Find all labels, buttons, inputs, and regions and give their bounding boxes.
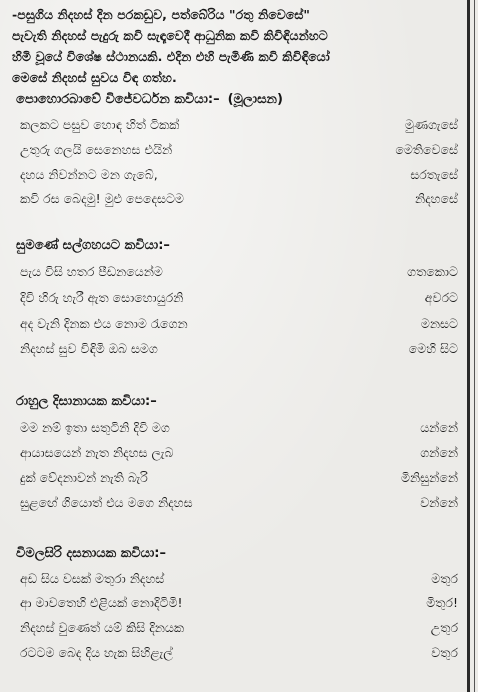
verse-text: අද වැනි දිනක එය නොම රැගෙන xyxy=(20,316,188,331)
rhyme-word: මුණගැසේ xyxy=(405,117,458,132)
poet-name: විමලසිරි දසනායක කවියා:– xyxy=(16,546,166,561)
verse-line xyxy=(0,495,470,517)
verse-line xyxy=(0,290,470,312)
poet-heading xyxy=(16,92,283,107)
verse-text: දිවි හිරු හැරී ඇත සොහොයුරනි xyxy=(20,290,184,305)
rhyme-word: මිතුර! xyxy=(426,595,458,610)
rhyme-word: උතුර xyxy=(430,620,458,635)
verse-line xyxy=(0,117,470,139)
column-rule-thin xyxy=(474,0,475,692)
verse-line xyxy=(0,470,470,492)
verse-text: මම නම් ඉතා සතුටිනි දිවි මග xyxy=(20,420,170,435)
rhyme-word: යන්නේ xyxy=(420,420,458,435)
verse-text: නිදහස් සුව විඳිමි ඔබ සමග xyxy=(20,341,158,356)
rhyme-word: සරතැසේ xyxy=(410,167,458,182)
verse-line xyxy=(0,142,470,164)
verse-line xyxy=(0,620,470,642)
verse-text: ආයාසයෙන් නැත නිදහස ලැබ xyxy=(20,445,174,460)
rhyme-word: ගතකොට xyxy=(407,264,458,279)
intro-line: පැවැති නිදහස් පැදුරු කවි සැඳෑවෙදී ආධුනික කවි කිවිඳියන්හට xyxy=(12,28,328,43)
verse-line xyxy=(0,264,470,286)
rhyme-word: වතුර xyxy=(431,645,458,660)
rhyme-word: මනසට xyxy=(420,316,458,331)
rhyme-word: මිනිසුන්නේ xyxy=(401,470,458,485)
verse-line xyxy=(0,645,470,667)
poet-heading xyxy=(16,394,157,409)
verse-text: අඩ සිය වසක් මතුරා නිදහස් xyxy=(20,571,165,586)
rhyme-word: නිදහසේ xyxy=(414,191,458,206)
intro-line: හිමි වූයේ විශේෂ ස්ථානයකි. එදින එහි පැමිණි කවි කිවිඳියෝ xyxy=(12,49,330,64)
intro-paragraph xyxy=(12,4,462,88)
verse-text: පැය විසි හතර පීඩනයෙන්ම xyxy=(20,264,163,279)
rhyme-word: මෙහි සිට xyxy=(408,341,458,356)
verse-text: දුක් වේදනාවන් නැති බැරි xyxy=(20,470,148,485)
poet-name: රාහුල දිසානායක කවියා:– xyxy=(16,394,157,409)
rhyme-word: වන්නේ xyxy=(420,495,458,510)
verse-text: දහය නිවන්නට මන ගැබේ, xyxy=(20,167,158,182)
verse-line xyxy=(0,571,470,593)
verse-text: ආ මාවතෙහි එළියක් නොදිටිමි! xyxy=(20,595,183,610)
rhyme-word: අවරට xyxy=(424,290,458,305)
verse-text: සුළඟේ ගියොත් එය මගෙ නිදහස xyxy=(20,495,193,510)
verse-line xyxy=(0,167,470,189)
rhyme-word: මෙතිවෙසේ xyxy=(395,142,458,157)
poet-heading xyxy=(16,546,166,561)
verse-text: කවි රස බෙදමු! මුළු පෙදෙසටම xyxy=(20,191,185,206)
verse-line xyxy=(0,316,470,338)
poet-heading xyxy=(16,238,170,253)
poet-name: පොහොරබාවේ විජේවර්ධන කවියා:– xyxy=(16,92,220,107)
poet-name: සුමණේ සල්ගහයට කවියා:– xyxy=(16,238,170,253)
verse-line xyxy=(0,341,470,363)
rhyme-word: මතුර xyxy=(431,571,458,586)
verse-text: රටටම බෙද දිය හැක සිහිළැල් xyxy=(20,645,173,660)
intro-line: -පසුගිය නිදහස් දින පරකඩුව, පත්බේරිය "රතු නිවෙසේ" xyxy=(12,7,311,22)
verse-line xyxy=(0,191,470,213)
verse-line xyxy=(0,595,470,617)
poet-role-note: (මූලාසන) xyxy=(227,92,283,107)
verse-line xyxy=(0,420,470,442)
rhyme-word: ගන්නේ xyxy=(420,445,458,460)
verse-text: නිදහස් වුණෙත් යම් කිසි දිනයක xyxy=(20,620,185,635)
verse-text: උතුරු ගලයි සෙනෙහස එයින් xyxy=(20,142,173,157)
intro-line: මෙසේ නිදහස් සුවය විඳ ගත්හ. xyxy=(12,70,177,85)
verse-line xyxy=(0,445,470,467)
verse-text: කලකට පසුව හොඳ හිත් ටිකක් xyxy=(20,117,180,132)
